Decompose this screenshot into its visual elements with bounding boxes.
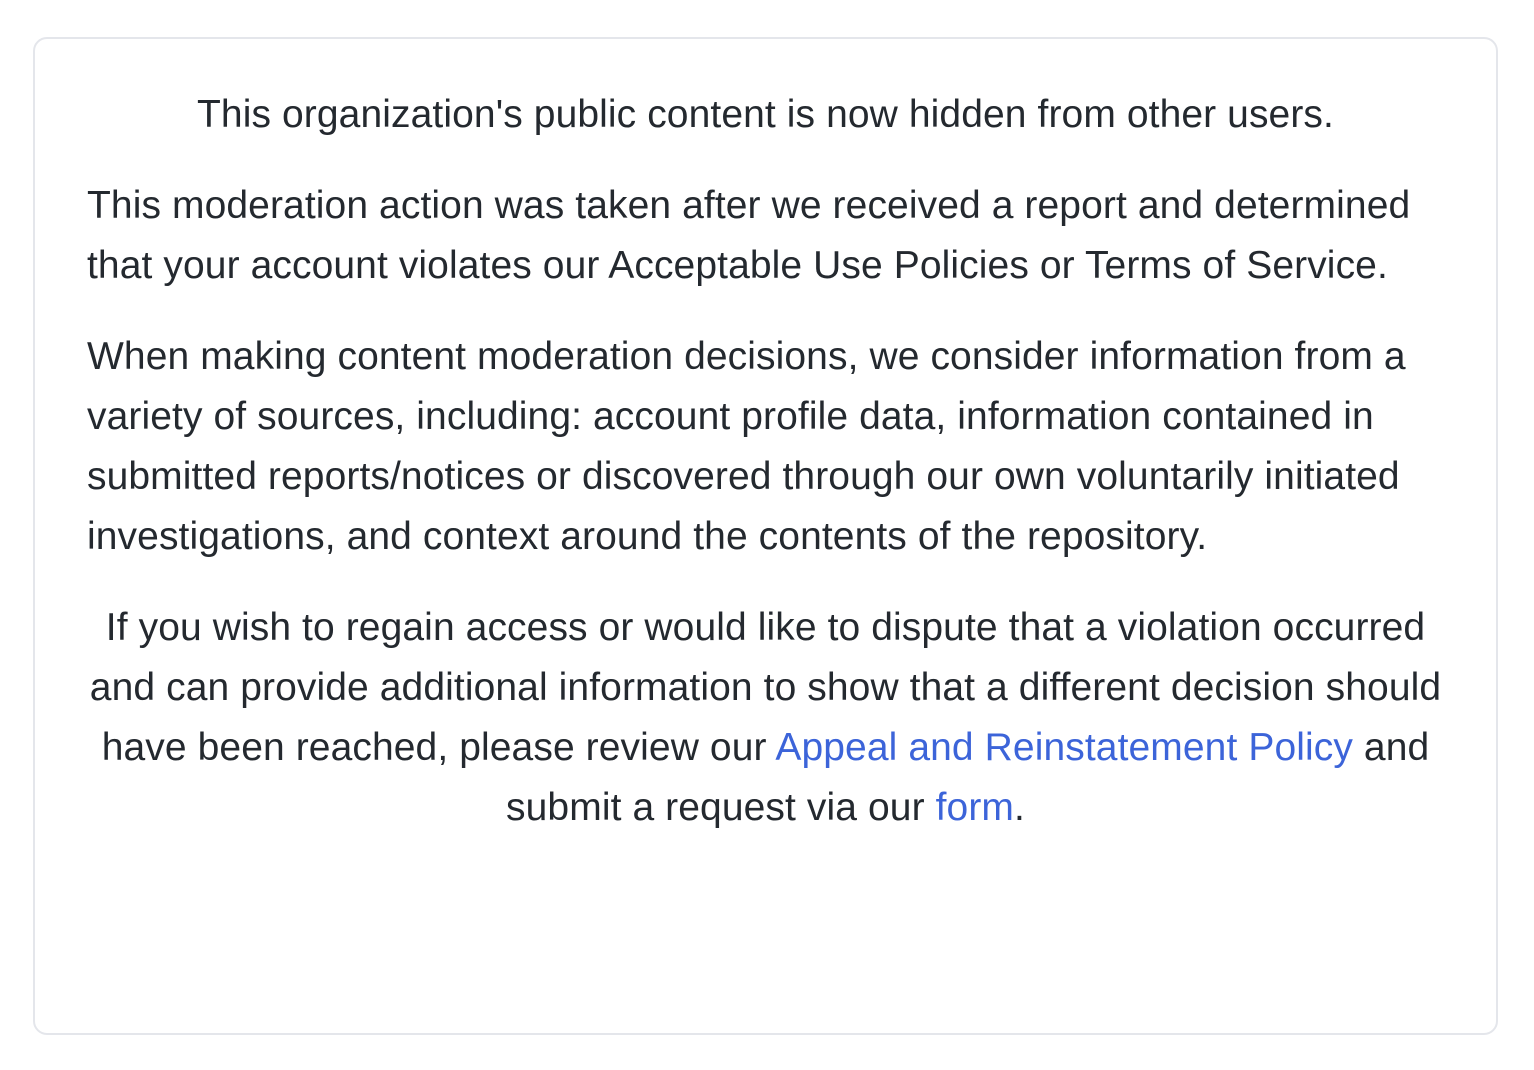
moderation-action-paragraph: This moderation action was taken after we received a report and determined that your account violates our Acceptable Use Policies or Terms of Service.	[87, 184, 1411, 287]
decision-sources-paragraph: When making content moderation decisions, we consider information from a variety of sources, including: account profile data, information contained in submitted reports/notices or discovered through our own voluntarily initiated investigations, and context around the contents of the repository.	[87, 335, 1406, 558]
appeal-form-link[interactable]: form	[935, 786, 1014, 829]
content-hidden-notice: This organization's public content is now hidden from other users.	[197, 93, 1334, 136]
appeal-text-before: If you wish to regain access or would like to dispute that a violation occurred and can provide additional information to show that a different decision should have been reached, please review our	[89, 606, 1442, 769]
appeal-text-between: and submit a request via our	[506, 726, 1430, 829]
moderation-notice-card	[33, 37, 1498, 1035]
appeal-text-after: .	[1014, 786, 1025, 829]
appeal-policy-link[interactable]: Appeal and Reinstatement Policy	[775, 726, 1353, 769]
appeal-paragraph	[87, 598, 1444, 838]
